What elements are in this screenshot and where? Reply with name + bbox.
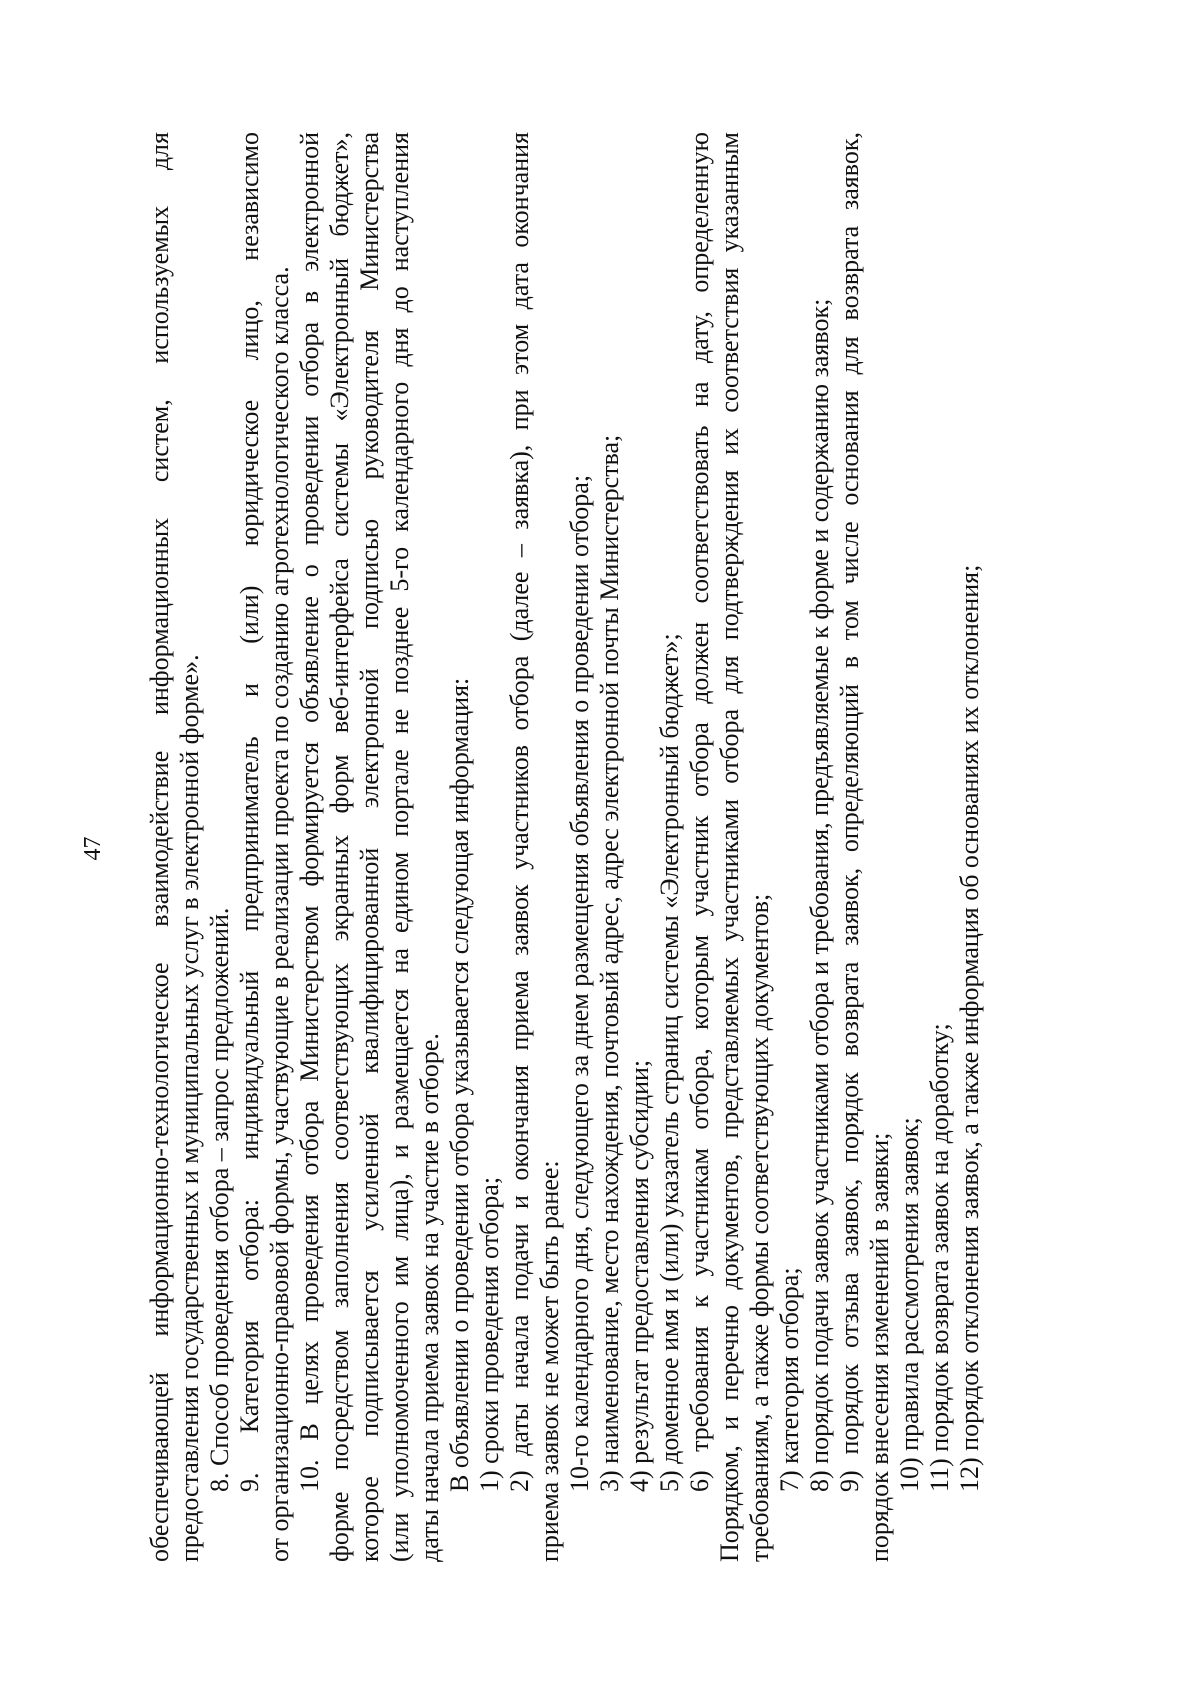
- text-line: 7) категория отбора;: [775, 1267, 804, 1492]
- text-line: от организационно-правовой формы, участвующие в реализации проекта по созданию агротехнологического класса.: [265, 266, 294, 1562]
- text-line: 10. В целях проведения отбора Министерством формируется объявление о проведении отбора в электронной: [295, 132, 324, 1492]
- text-line: 5) доменное имя и (или) указатель страниц системы «Электронный бюджет»;: [655, 633, 684, 1492]
- text-line: 10) правила рассмотрения заявок;: [895, 1117, 924, 1492]
- text-line: даты начала приема заявок на участие в отборе.: [415, 1033, 444, 1562]
- text-line: порядок внесения изменений в заявки;: [865, 1132, 894, 1562]
- text-line: приема заявок не может быть ранее:: [535, 1160, 564, 1562]
- text-line: которое подписывается усиленной квалифицированной электронной подписью руководителя Министерства: [355, 132, 384, 1562]
- text-line: 4) результат предоставления субсидии;: [625, 1059, 654, 1492]
- text-line: 11) порядок возврата заявок на доработку;: [925, 1023, 954, 1492]
- text-line: В объявлении о проведении отбора указывается следующая информация:: [445, 677, 474, 1492]
- text-line: 9. Категория отбора: индивидуальный предприниматель и (или) юридическое лицо, независимо: [235, 132, 264, 1492]
- text-line: 9) порядок отзыва заявок, порядок возврата заявок, определяющий в том числе основания для возврата заявок,: [835, 132, 864, 1492]
- text-line: 10-го календарного дня, следующего за днем размещения объявления о проведении отбора;: [565, 474, 594, 1492]
- text-line: предоставления государственных и муниципальных услуг в электронной форме».: [175, 654, 204, 1562]
- page-number: 47: [80, 836, 106, 861]
- text-line: 8) порядок подачи заявок участниками отбора и требования, предъявляемые к форме и содержанию заявок;: [805, 298, 834, 1492]
- text-line: 12) порядок отклонения заявок, а также информация об основаниях их отклонения;: [955, 564, 984, 1492]
- text-line: 2) даты начала подачи и окончания приема заявок участников отбора (далее – заявка), при этом дата окончания: [505, 132, 534, 1492]
- text-line: обеспечивающей информационно-технологическое взаимодействие информационных систем, используемых для: [145, 132, 174, 1562]
- text-line: 6) требования к участникам отбора, которым участник отбора должен соответствовать на дату, определенную: [685, 132, 714, 1492]
- text-line: 8. Способ проведения отбора – запрос предложений.: [205, 907, 234, 1492]
- text-line: 1) сроки проведения отбора;: [475, 1176, 504, 1492]
- text-line: форме посредством заполнения соответствующих экранных форм веб-интерфейса системы «Электронный бюджет»,: [325, 132, 354, 1562]
- text-line: 3) наименование, место нахождения, почтовый адрес, адрес электронной почты Министерства;: [595, 434, 624, 1492]
- text-line: требованиям, а также формы соответствующих документов;: [745, 893, 774, 1562]
- text-line: Порядком, и перечню документов, представляемых участниками отбора для подтверждения их соответствия указанным: [715, 132, 744, 1562]
- text-line: (или уполномоченного им лица), и размещается на едином портале не позднее 5-го календарного дня до наступления: [385, 132, 414, 1562]
